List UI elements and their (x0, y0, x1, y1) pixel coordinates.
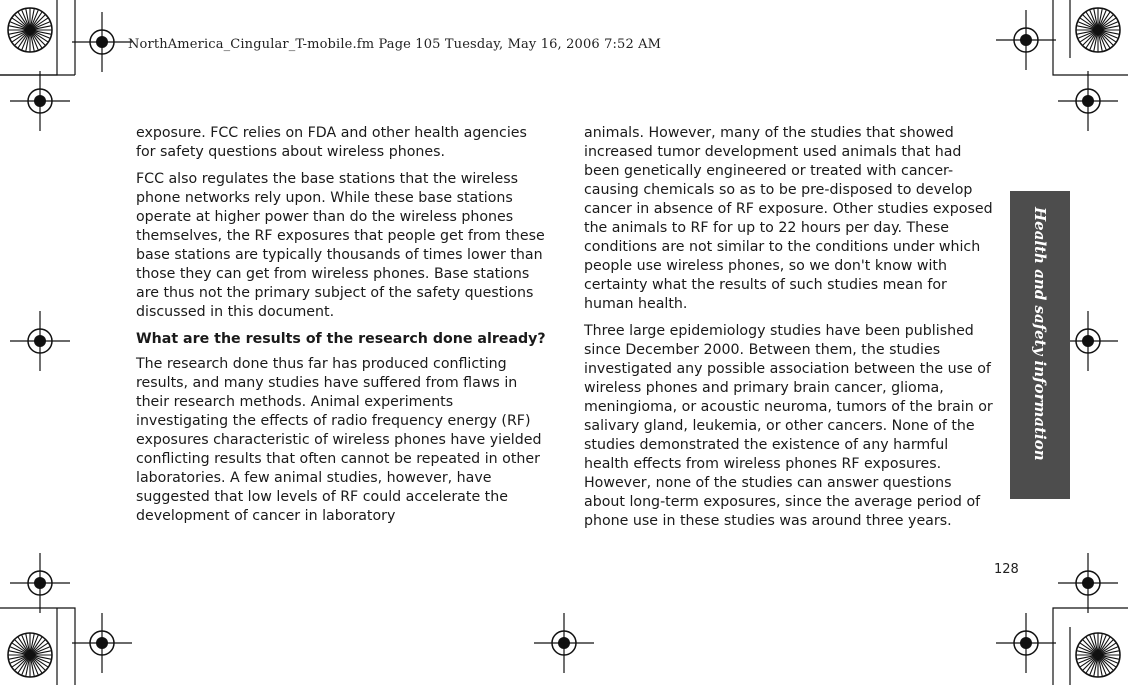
star-target-icon (8, 8, 52, 52)
registration-mark-icon (1058, 553, 1118, 613)
paragraph: animals. However, many of the studies that showed increased tumor development used animals that had been genetically engineered or treated with cancer-causing chemicals so as to be pre-disposed to develop cancer in absence of RF exposure. Other studies exposed the animals to RF for up to 22 hours per day. These conditions are not similar to the conditions under which people use wireless phones, so we don't know with certainty what the results of such studies mean for human health. (584, 125, 993, 312)
side-tab-label: Health and safety information (1031, 207, 1049, 461)
registration-mark-icon (72, 12, 132, 72)
registration-mark-icon (996, 10, 1056, 70)
section-side-tab (1010, 191, 1070, 499)
left-column (136, 124, 546, 534)
star-target-icon (8, 633, 52, 677)
star-target-icon (1076, 8, 1120, 52)
right-column (584, 124, 994, 539)
registration-mark-icon (996, 613, 1056, 673)
print-header: NorthAmerica_Cingular_T-mobile.fm Page 105 Tuesday, May 16, 2006 7:52 AM (128, 37, 662, 52)
registration-mark-icon (10, 71, 70, 131)
paragraph: exposure. FCC relies on FDA and other health agencies for safety questions about wireless phones. (136, 125, 527, 160)
paragraph: FCC also regulates the base stations that the wireless phone networks rely upon. While these base stations operate at higher power than do the wireless phones themselves, the RF exposures that people get from these base stations are typically thousands of times lower than those they can get from wireless phones. Base stations are thus not the primary subject of the safety questions discussed in this document. (136, 171, 545, 320)
paragraph: The research done thus far has produced conflicting results, and many studies have suffered from flaws in their research methods. Animal experiments investigating the effects of radio frequency energy (RF) exposures characteristic of wireless phones have yielded conflicting results that often cannot be repeated in other laboratories. A few animal studies, however, have suggested that low levels of RF could accelerate the development of cancer in laboratory (136, 356, 542, 524)
section-heading: What are the results of the research done already? (136, 331, 546, 347)
paragraph: Three large epidemiology studies have been published since December 2000. Between them, the studies investigated any possible association between the use of wireless phones and primary brain cancer, glioma, meningioma, or acoustic neuroma, tumors of the brain or salivary gland, leukemia, or other cancers. None of the studies demonstrated the existence of any harmful health effects from wireless phones RF exposures. However, none of the studies can answer questions about long-term exposures, since the average period of phone use in these studies was around three years. (584, 323, 993, 529)
registration-mark-icon (10, 311, 70, 371)
star-target-icon (1076, 633, 1120, 677)
page-number: 128 (994, 562, 1019, 577)
registration-mark-icon (72, 613, 132, 673)
registration-mark-icon (1058, 71, 1118, 131)
registration-mark-icon (534, 613, 594, 673)
registration-mark-icon (10, 553, 70, 613)
